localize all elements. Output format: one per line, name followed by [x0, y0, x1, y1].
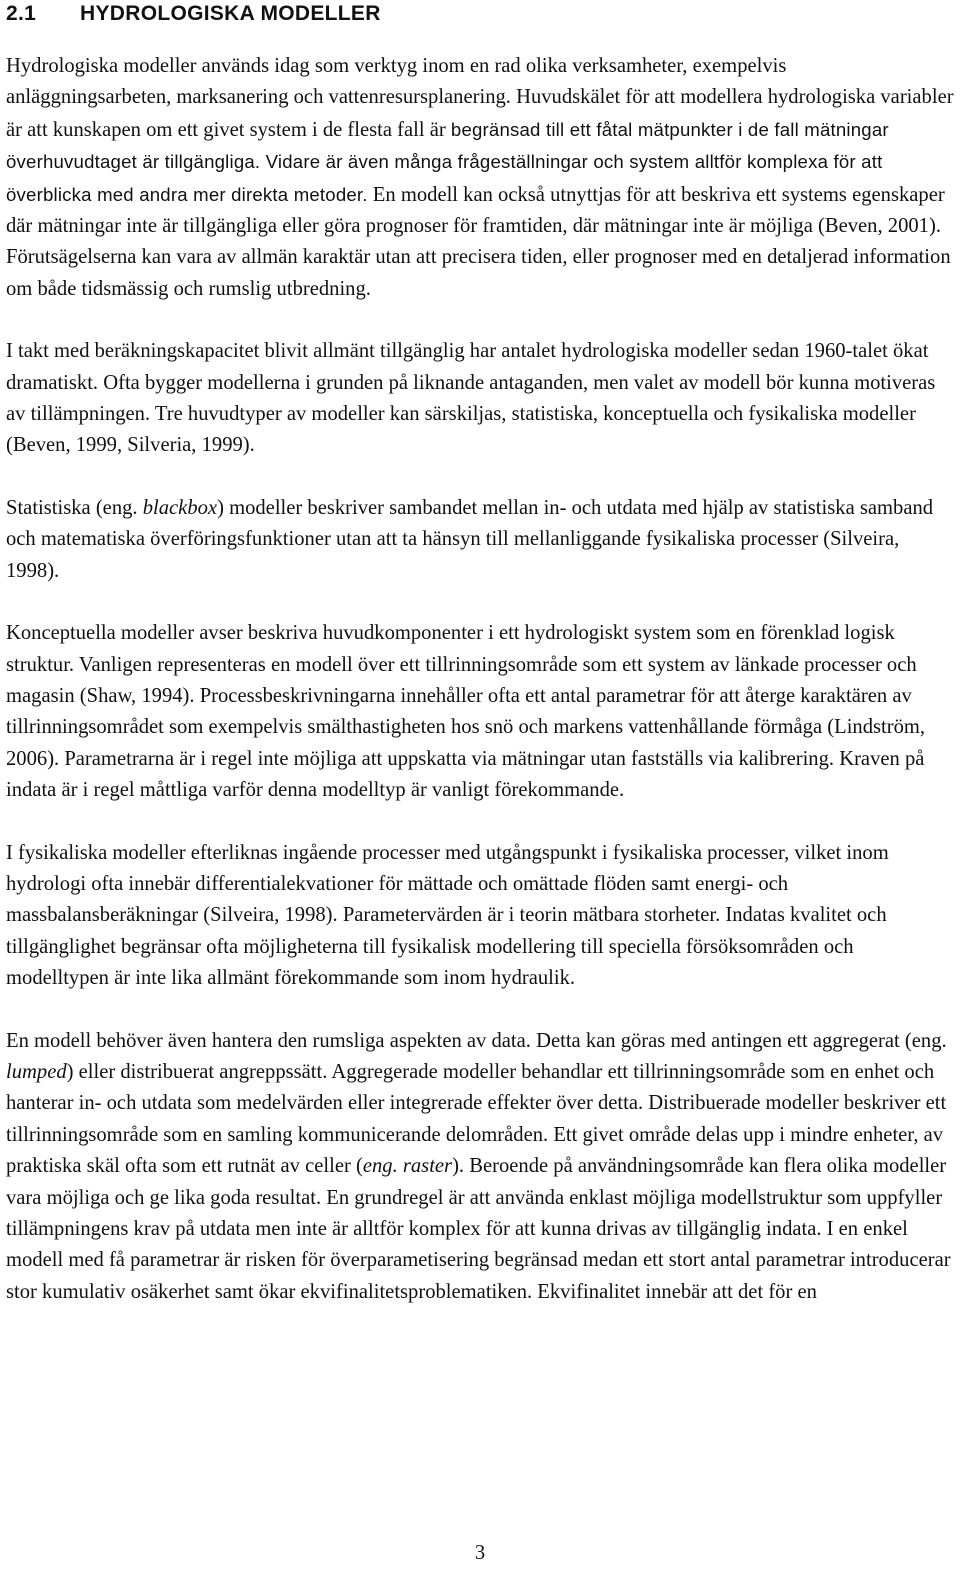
page-number: 3	[474, 1542, 486, 1564]
paragraph-spatial-text-3: ). Beroende på användningsområde kan flera olika modeller vara möjliga och ge lika goda resultat. En grundregel är att använda enklast möjliga modellstruktur som uppfyller tillämpningens krav på utdata men inte är alltför komplex för att kunna drivas av tillgänglig indata. I en enkel modell med få parametrar är risken för överparametisering begränsad medan ett stort antal parametrar introducerar stor kumulativ osäkerhet samt ökar ekvifinalitetsproblematiken. Ekvifinalitet innebär att det för en	[6, 1155, 951, 1303]
section-number: 2.1	[6, 2, 37, 25]
paragraph-intro-text-1: Hydrologiska modeller används idag som verktyg inom en rad olika verksamheter, exempelvis anläggningsarbeten, marksanering och vattenresursplanering. Huvudskälet för att modellera hydrologiska variabler är att kunskapen om ett givet system i de flesta fall är	[6, 55, 954, 141]
paragraph-model-types: I takt med beräkningskapacitet blivit allmänt tillgänglig har antalet hydrologiska modeller sedan 1960-talet ökat dramatiskt. Ofta bygger modellerna i grunden på liknande antaganden, men valet av modell bör kunna motiveras av tillämpningen. Tre huvudtyper av modeller kan särskiljas, statistiska, konceptuella och fysikaliska modeller (Beven, 1999, Silveria, 1999).	[6, 340, 936, 457]
paragraph-spatial-italic-2: eng. raster	[362, 1155, 453, 1178]
paragraph-intro-text-3: En modell kan också utnyttjas för att beskriva ett systems egenskaper där mätningar inte är tillgängliga eller göra prognoser för framtiden, där mätningar inte är möjliga (Beven, 2001). Förutsägelserna kan vara av allmän karaktär utan att precisera tiden, eller prognoser med en detaljerad information om både tidsmässig och rumslig utbredning.	[6, 183, 951, 300]
paragraph-statistical-text-2: ) modeller beskriver sambandet mellan in- och utdata med hjälp av statistiska samband och matematiska överföringsfunktioner utan att ta hänsyn till mellanliggande fysikaliska processer (Silveira, 1998).	[6, 496, 934, 582]
paragraph-spatial-text-1: En modell behöver även hantera den rumsliga aspekten av data. Detta kan göras med antingen ett aggregerat (eng.	[6, 1029, 947, 1052]
paragraph-statistical-text-1: Statistiska (eng.	[6, 496, 143, 519]
paragraph-spatial	[6, 1026, 956, 1309]
paragraph-intro	[6, 51, 956, 305]
paragraph-physical: I fysikaliska modeller efterliknas ingående processer med utgångspunkt i fysikaliska processer, vilket inom hydrologi ofta innebär differentialekvationer för mättade och omättade flöden samt energi- och massbalansberäkningar (Silveira, 1998). Parametervärden är i teorin mätbara storheter. Indatas kvalitet och tillgänglighet begränsar ofta möjligheterna till fysikalisk modellering till speciella försöksområden och modelltypen är inte lika allmänt förekommande som inom hydraulik.	[6, 841, 889, 990]
paragraph-statistical	[6, 493, 956, 587]
paragraph-intro-text-2: begränsad till ett fåtal mätpunkter i de fall mätningar överhuvudtaget är tillgängliga. Vidare är även många frågeställningar och system alltför komplexa för att överblicka med andra mer direkta metoder.	[6, 118, 889, 205]
paragraph-spatial-text-2: ) eller distribuerat angreppssätt. Aggregerade modeller behandlar ett tillrinningsområde som en enhet och hanterar in- och utdata som medelvärden eller integrerade effekter över detta. Distribuerade modeller beskriver ett tillrinningsområde som en samling kommunicerande delområden. Ett givet område delas upp i mindre enheter, av praktiska skäl ofta som ett rutnät av celler (	[6, 1060, 947, 1178]
paragraph-conceptual: Konceptuella modeller avser beskriva huvudkomponenter i ett hydrologiskt system som en förenklad logisk struktur. Vanligen representeras en modell över ett tillrinningsområde som ett system av länkade processer och magasin (Shaw, 1994). Processbeskrivningarna innehåller ofta ett antal parametrar för att återge karaktären av tillrinningsområdet som exempelvis smälthastigheten hos snö och markens vattenhållande förmåga (Lindström, 2006). Parametrarna är i regel inte möjliga att uppskatta via mätningar utan fastställs via kalibrering. Kraven på indata är i regel måttliga varför denna modelltyp är vanligt förekommande.	[6, 622, 926, 802]
paragraph-spatial-italic-1: lumped	[6, 1060, 67, 1083]
section-heading	[6, 0, 956, 31]
paragraph-statistical-italic: blackbox	[142, 496, 218, 519]
section-title: HYDROLOGISKA MODELLER	[80, 2, 381, 25]
document-page	[6, 0, 956, 1339]
